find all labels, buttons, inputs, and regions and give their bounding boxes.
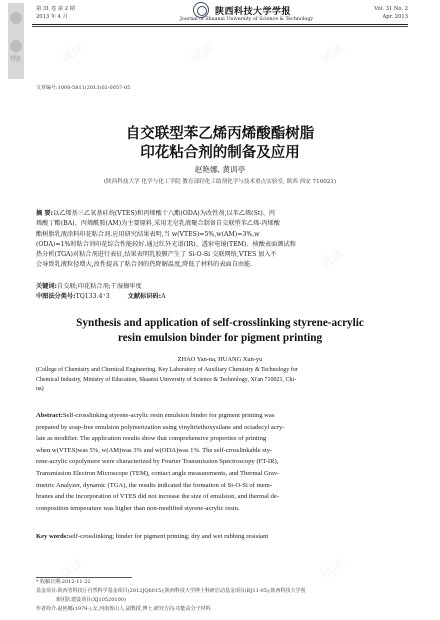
doc-code-label: 文献标识码:	[127, 293, 162, 300]
watermark: 试读	[188, 436, 217, 462]
sidebar-label: 陕西科技大学学报	[10, 56, 21, 62]
abstract-en-line: imetric Analyzer, dynamic (TGA), the results indicated the formation of Si-O-Si of mem-	[36, 481, 272, 489]
title-cn-line2: 印花粘合剂的制备及应用	[140, 145, 300, 161]
title-en-line2: resin emulsion binder for pigment printing	[117, 332, 323, 344]
title-cn-line1: 自交联型苯乙烯丙烯酸酯树脂	[125, 126, 315, 142]
footnotes	[36, 578, 408, 614]
footnote-received: * 收稿日期:2012-11-22	[36, 579, 91, 585]
keywords-en-label: Key words:	[36, 533, 69, 540]
watermark: 试读	[188, 40, 217, 66]
affiliation-cn: (陕西科技大学 化学与化工学院 教育部轻化工助剂化学与技术重点实验室, 陕西 西安 710021)	[103, 179, 337, 185]
journal-name-en: Journal of Shaanxi University of Science & Technology	[180, 17, 314, 22]
footnote-fund: 新团队建设项目(XJ10520100)	[56, 597, 126, 603]
clc-value: TQ133.4⁺3	[75, 293, 110, 300]
abstract-cn-line: (ODA)=1%时粘合剂印花综合性能较好.通过红外光谱(IR)、透射电镜(TEM)、核酸表面测试和	[36, 240, 296, 248]
abstract-en-line: Self-crosslinking styrene-acrylic resin emulsion binder for pigment printing was	[62, 412, 275, 419]
header-date-en: Apr. 2013	[382, 14, 408, 20]
header-rule	[32, 24, 408, 25]
affiliation-en-line: (College of Chemistry and Chemical Engineering, Key Laboratory of Auxiliary Chemistry & Technology for	[36, 367, 298, 373]
classification-cn	[36, 292, 408, 301]
sidebar-dot	[10, 12, 22, 24]
header-volume-en: Vol. 31 No. 2	[374, 6, 408, 12]
header-volume-cn: 第 31 卷 第 2 期	[36, 6, 75, 12]
footnote-fund: 基金项目:陕西省科技厅自然科学基金项目(2012JQ6015);陕西科技大学博士科研启动基金项目(BJ11-05);陕西科技大学创	[36, 588, 306, 594]
journal-logo-icon	[193, 2, 209, 18]
watermark: 试读	[318, 246, 347, 272]
keywords-en-text: self-crosslinking; binder for pigment printing; dry and wet rubbing resistant	[68, 533, 269, 540]
abstract-en-label: Abstract:	[36, 412, 63, 419]
watermark: 试读	[318, 40, 347, 66]
abstract-en-line: prepared by soap-free emulsion polymerization using vinyltriethoxysilane and octadecyl acry-	[36, 423, 285, 431]
abstract-en-line: Transmission Electron Microscope (TEM), contact angle measurements, and Thermal Grav-	[36, 469, 280, 477]
abstract-en-line: branes and the incorporation of VTES did not increase the size of emulsion, and thermal de-	[36, 493, 280, 501]
abstract-cn-label: 摘 要:	[36, 210, 54, 217]
abstract-cn	[36, 209, 408, 271]
watermark: 试读	[318, 556, 347, 582]
abstract-cn-line: 热分析(TGA)对粘合剂进行表征,结果表明乳胶膜产生了 Si-O-Si 交联网络,VTES 加入不	[36, 251, 277, 259]
abstract-en-line: late as modifier. The application results show that comprehensive properties of printing	[36, 435, 267, 443]
authors-en: ZHAO Yan-na, HUANG Xun-yu	[177, 356, 263, 363]
abstract-en-line: rene-acrylic copolymere were characterized by Fourier Transmission Spectroscopy (FT-IR),	[36, 458, 279, 466]
affiliation-en	[36, 366, 408, 395]
abstract-cn-line: 烯酸丁酯(BA)、丙烯酰胺(AM)为主要原料,采用无皂乳液聚合制备自交联型苯乙烯-丙烯酸	[36, 220, 280, 228]
affiliation-en-line: Chemical Industry, Ministry of Education, Shaanxi University of Science & Technology, Xi'an 710021, Chi-	[36, 376, 297, 383]
sidebar-dot	[10, 40, 22, 52]
watermark: 试读	[58, 40, 87, 66]
footnote-author-bio: 作者简介:赵艳娜(1979-),女,河南鲁山人,副教授,博士,研究方向:功能高分子材料	[36, 606, 211, 612]
title-en-line1: Synthesis and application of self-crosslinking styrene-acrylic	[76, 317, 364, 329]
header-date-cn: 2013 年 4 月	[36, 14, 68, 20]
abstract-en-line: when w(VTES)was 5%, w(AM)was 3% and w(ODA)was 1%. The self-crosslinkable sty-	[36, 446, 273, 454]
keywords-cn-text: 自交联;印花粘合剂;干湿擦牢度	[57, 283, 142, 290]
watermark: 试读	[58, 246, 87, 272]
clc-label: 中图法分类号:	[36, 293, 76, 300]
doc-code-value: A	[161, 293, 166, 300]
header-rule-thin	[32, 26, 408, 27]
keywords-cn-label: 关键词:	[36, 283, 58, 290]
keywords-en	[36, 533, 408, 540]
watermark: 试读	[58, 556, 87, 582]
abstract-cn-line: 会导致乳液粒径增大,改性提高了粘合剂的热降解温度,降低了材料的表面自由能.	[36, 261, 253, 269]
authors-cn: 赵艳娜, 黄训亭	[194, 165, 246, 174]
abstract-cn-line: 以乙烯基三乙氧基硅烷(VTES)和丙烯酸十八酯(ODA)为改性剂,以苯乙烯(St)、丙	[53, 210, 276, 217]
abstract-cn-line: 酯树脂乳液涂料印花粘合剂.应用研究结果表明,当 w(VTES)=5%,w(AM)=3%,w	[36, 230, 260, 238]
article-id: 文章编号:1000-5811(2013)02-0057-05	[36, 85, 131, 91]
abstract-en	[36, 410, 408, 514]
keywords-cn	[36, 282, 408, 291]
affiliation-en-line: na)	[36, 386, 44, 393]
journal-name-cn: 陕西科技大学学报	[215, 7, 292, 17]
abstract-en-line: composition temperature was higher than non-modified styrene-acrylic resin.	[36, 504, 240, 512]
